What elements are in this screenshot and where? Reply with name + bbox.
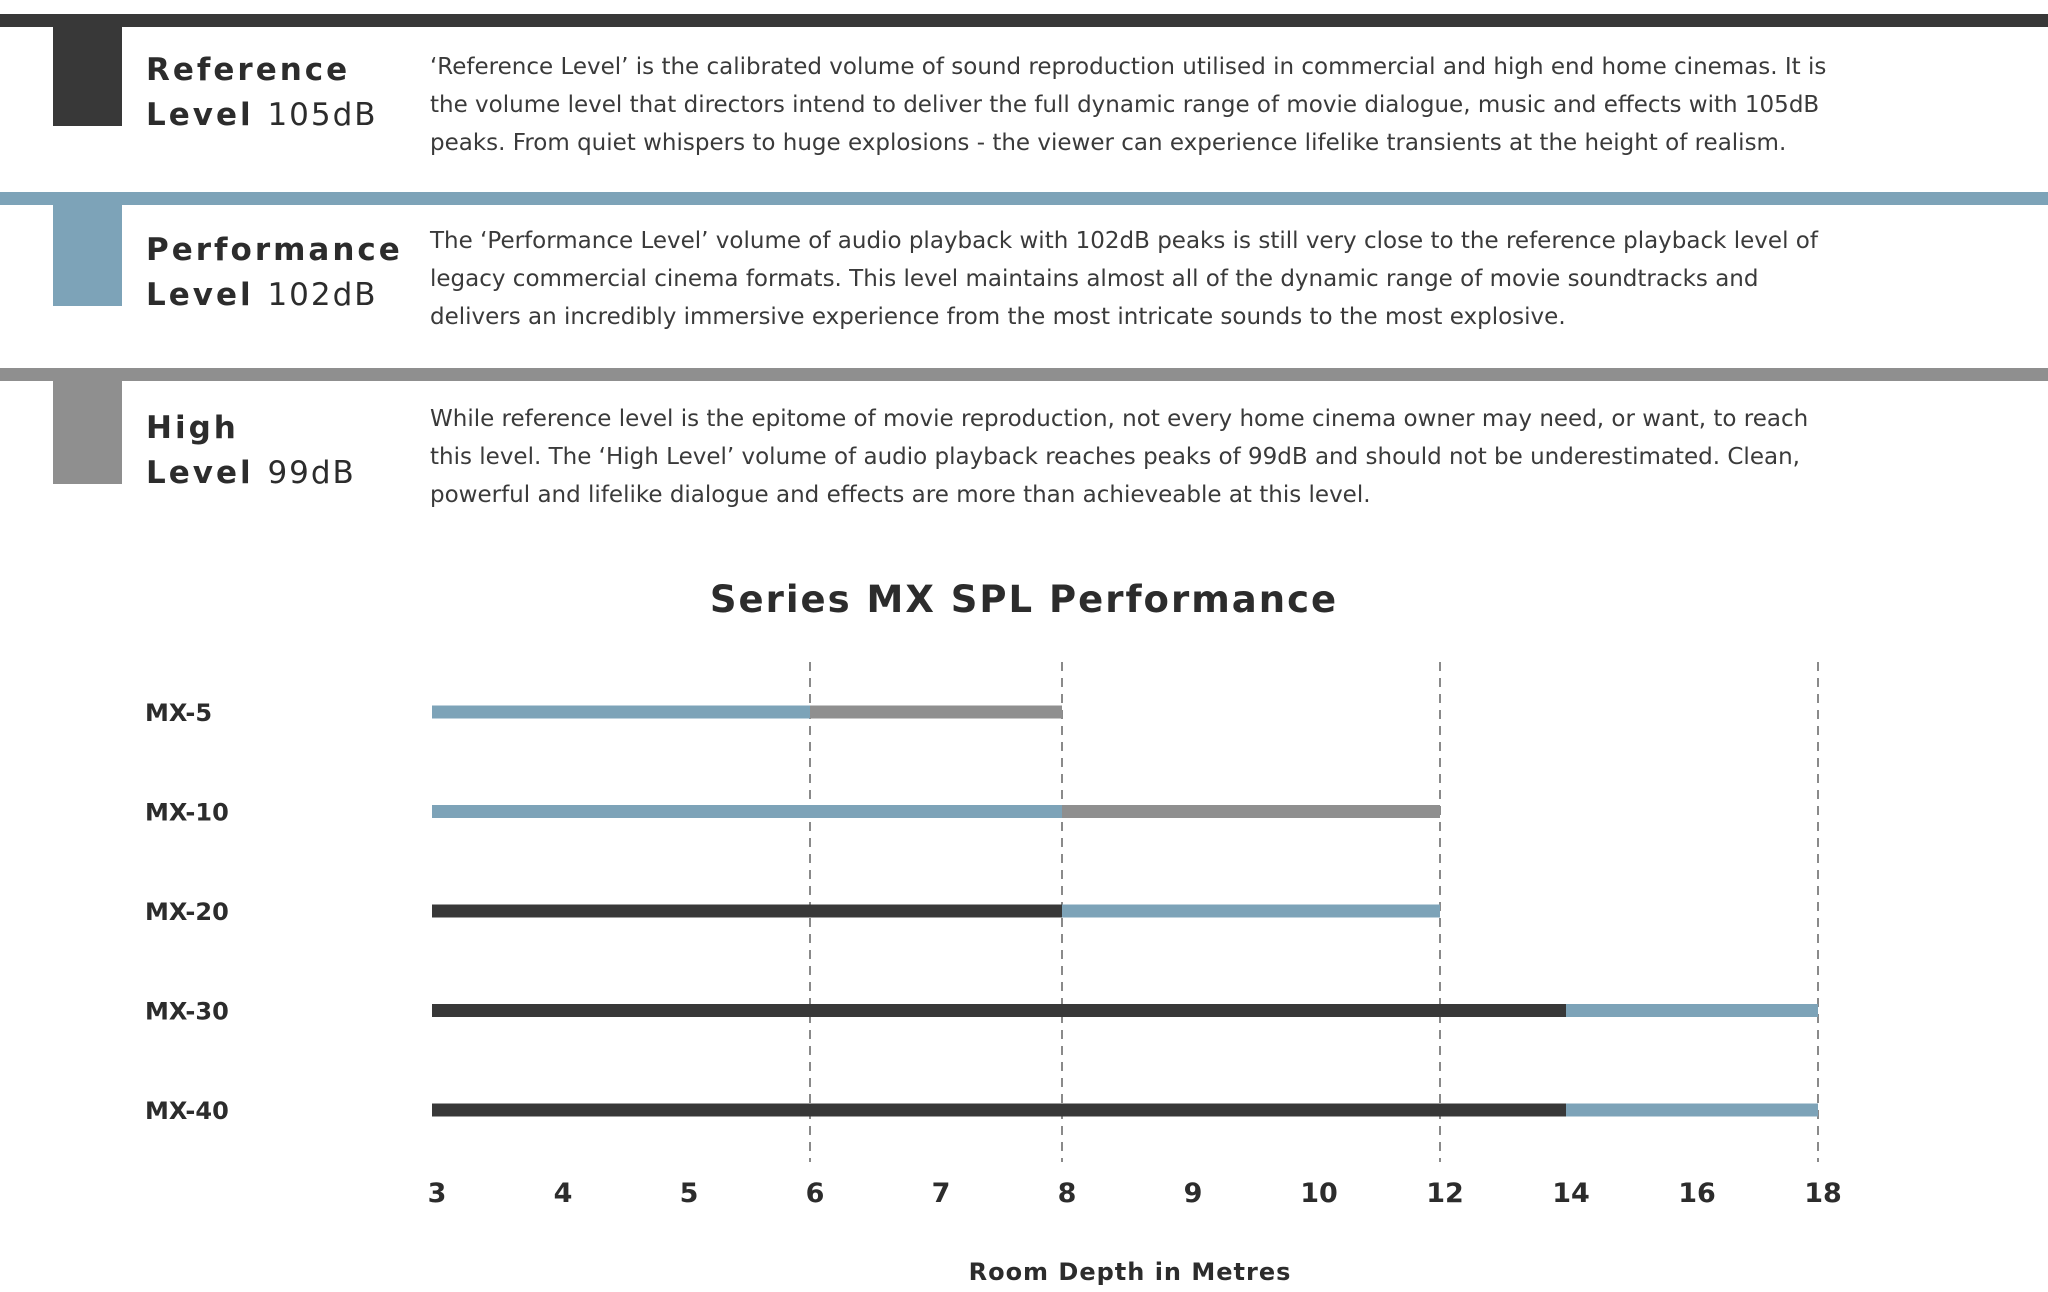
bar-mx-30-reference-level <box>432 1004 1566 1017</box>
high-level-description: While reference level is the epitome of movie reproduction, not every home cinema owner may need, or want, to reach this level. The ‘High Level’ volume of audio playback reaches peaks of 99dB and should not be underestimated. Clean, powerful and lifelike dialogue and effects are more than achieveable at this level. <box>430 406 1809 508</box>
category-label-mx-10: MX-10 <box>145 798 229 827</box>
performance-level-description: The ‘Performance Level’ volume of audio playback with 102dB peaks is still very close to the reference playback level of legacy commercial cinema formats. This level maintains almost all of the dynamic range of movie soundtracks and delivers an incredibly immersive experience from the most intricate sounds to the most explosive. <box>430 228 1818 330</box>
x-tick-9: 9 <box>1183 1178 1203 1209</box>
x-tick-14: 14 <box>1552 1178 1590 1209</box>
performance-level-word: Level <box>146 277 254 313</box>
bar-mx-40-performance-level <box>1566 1104 1818 1117</box>
x-tick-16: 16 <box>1678 1178 1716 1209</box>
bar-mx-20-performance-level <box>1062 905 1440 918</box>
x-tick-4: 4 <box>553 1178 573 1209</box>
performance-level-db: 102dB <box>267 277 378 313</box>
x-tick-5: 5 <box>679 1178 699 1209</box>
x-tick-8: 8 <box>1057 1178 1077 1209</box>
high-level-db: 99dB <box>267 455 356 491</box>
category-label-mx-40: MX-40 <box>145 1097 229 1125</box>
bar-mx-5-high-level <box>810 706 1062 719</box>
x-tick-6: 6 <box>805 1178 825 1209</box>
bar-mx-10-high-level <box>1062 805 1440 818</box>
x-axis-label: Room Depth in Metres <box>968 1258 1292 1286</box>
category-label-mx-5: MX-5 <box>145 699 213 727</box>
bar-mx-5-performance-level <box>432 706 810 719</box>
high-level-word: Level <box>146 455 254 491</box>
category-label-mx-30: MX-30 <box>145 997 229 1026</box>
x-tick-12: 12 <box>1426 1178 1464 1209</box>
chart-title: Series MX SPL Performance <box>709 578 1339 621</box>
bar-mx-30-performance-level <box>1566 1004 1818 1017</box>
reference-level-description: ‘Reference Level’ is the calibrated volume of sound reproduction utilised in commercial and high end home cinemas. It is the volume level that directors intend to deliver the full dynamic range of movie dialogue, music and effects with 105dB peaks. From quiet whispers to huge explosions - the viewer can experience lifelike transients at the height of realism. <box>430 54 1827 156</box>
x-tick-7: 7 <box>931 1178 951 1209</box>
x-tick-10: 10 <box>1300 1178 1338 1209</box>
bar-mx-20-reference-level <box>432 905 1062 918</box>
reference-level-word: Level <box>146 97 254 133</box>
bar-mx-40-reference-level <box>432 1104 1566 1117</box>
category-label-mx-20: MX-20 <box>145 898 229 926</box>
high-level-name: High <box>146 410 239 446</box>
reference-level-name: Reference <box>146 52 351 88</box>
bar-mx-10-performance-level <box>432 805 1062 818</box>
performance-level-name: Performance <box>146 232 403 268</box>
reference-level-db: 105dB <box>267 97 378 133</box>
x-tick-18: 18 <box>1804 1178 1842 1209</box>
x-tick-3: 3 <box>427 1178 447 1209</box>
